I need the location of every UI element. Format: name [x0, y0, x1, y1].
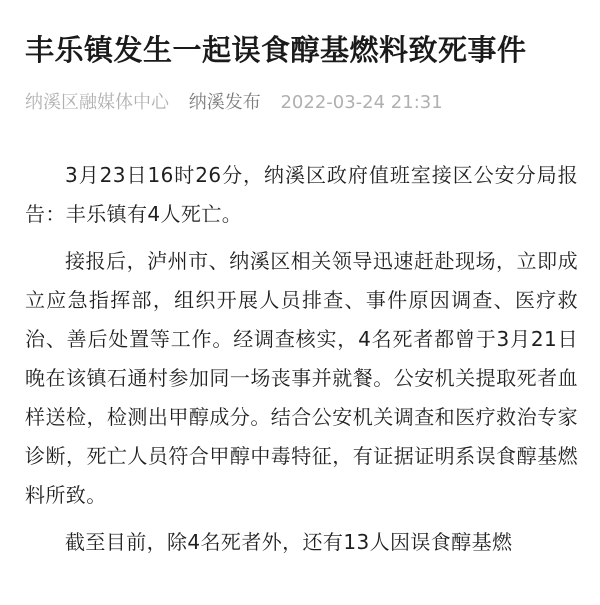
article-meta	[25, 90, 578, 116]
publish-time: 2022-03-24 21:31	[280, 92, 443, 113]
article-title: 丰乐镇发生一起误食醇基燃料致死事件	[25, 33, 527, 67]
article-paragraph: 接报后，泸州市、纳溪区相关领导迅速赶赴现场，立即成立应急指挥部，组织开展人员排查、事件原因调查、医疗救治、善后处置等工作。经调查核实，4名死者都曾于3月21日晚在该镇石通村参加同一场丧事并就餐。公安机关提取死者血样送检，检测出甲醇成分。结合公安机关调查和医疗救治专家诊断，死亡人员符合甲醇中毒特征，有证据证明系误食醇基燃料所致。	[25, 249, 578, 507]
publisher-account-link[interactable]: 纳溪发布	[188, 92, 261, 113]
article-body	[25, 156, 578, 562]
article-paragraph: 截至目前，除4名死者外，还有13人因误食醇基燃	[65, 530, 513, 554]
article-paragraph: 3月23日16时26分，纳溪区政府值班室接区公安分局报告：丰乐镇有4人死亡。	[25, 163, 578, 226]
article-source: 纳溪区融媒体中心	[25, 92, 169, 113]
